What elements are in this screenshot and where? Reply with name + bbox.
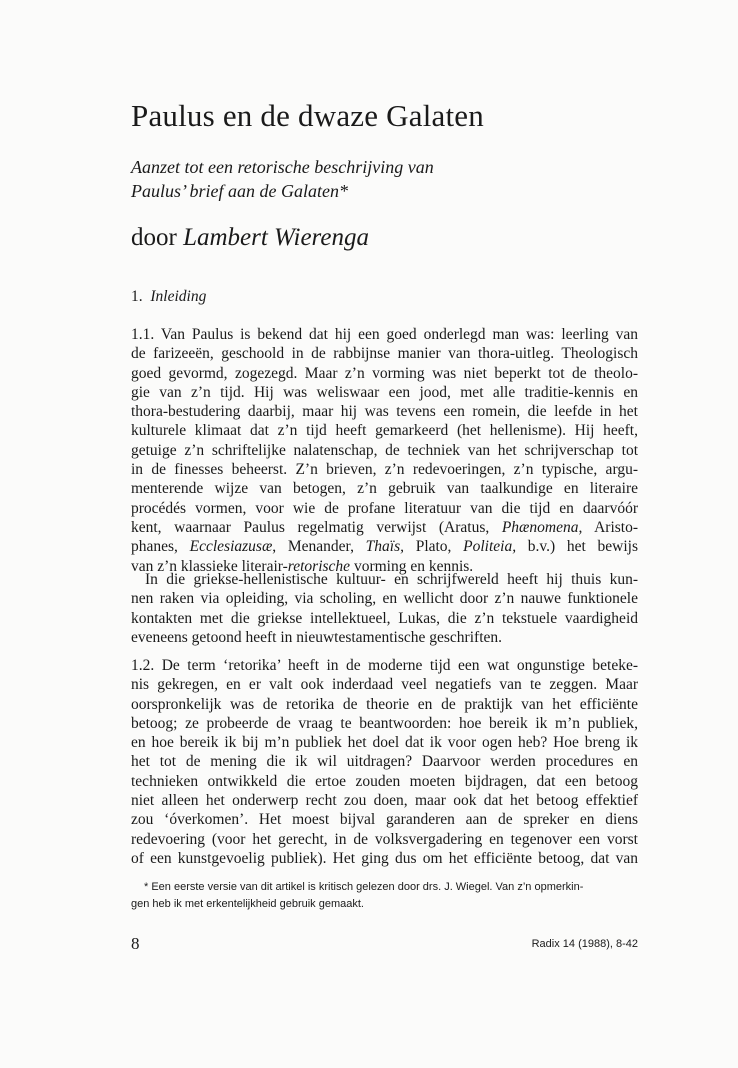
section-number: 1.: [131, 288, 143, 305]
text-line: 1.1. Van Paulus is bekend dat hij een goed onderlegd man was: leerling van: [131, 326, 638, 343]
text-line: kontakten met die griekse intellektueel, Lukas, die z’n tekstuele vaardigheid: [131, 609, 638, 627]
text-line: oorspronkelijk was de retorika de theorie en de praktijk van het efficiënte: [131, 695, 638, 713]
text-line: In die griekse-hellenistische kultuur- en schrijfwereld heeft hij thuis kun-: [145, 571, 638, 588]
footnote-line: * Een eerste versie van dit artikel is kritisch gelezen door drs. J. Wiegel. Van z’n opmerkin-: [144, 881, 584, 893]
text-line: menterende wijze van betogen, z’n gebruik van taalkundige en literaire: [131, 480, 638, 498]
text-line: [131, 518, 638, 537]
author-name: Lambert Wierenga: [183, 224, 369, 251]
subtitle-line-2: Paulus’ brief aan de Galaten*: [131, 181, 348, 201]
section-heading: [131, 288, 206, 306]
text-line: of een kunstgevoelig publiek). Het ging dus om het efficiënte betoog, dat van: [131, 849, 638, 867]
text-run: b.v.) het bewijs: [516, 538, 639, 556]
paragraph-1-1: [131, 325, 638, 576]
text-line: zou ‘óverkomen’. Het moest bijval garanderen aan de spreker en diens: [131, 811, 638, 829]
text-line: kulturele klimaat dat z’n tijd heeft gemarkeerd (het hellenisme). Hij heeft,: [131, 422, 638, 440]
article-title: Paulus en de dwaze Galaten: [131, 98, 484, 133]
italic-term: Politeia,: [463, 538, 517, 556]
footnote: [131, 879, 638, 913]
text-line: nis gekregen, en er valt ook inderdaad veel negatiefs van te zeggen. Maar: [131, 676, 638, 694]
text-run: Aristo-: [582, 518, 638, 536]
text-line: het tot de mening die ik wil uitdragen? Daarvoor werden procedures en: [131, 753, 638, 771]
italic-term: retorische: [287, 557, 351, 575]
text-line: [131, 537, 638, 556]
author-byline: [131, 224, 369, 252]
paragraph-1-1-continued: [131, 570, 638, 647]
text-line: goed gevormd, zogezegd. Maar z’n vorming was niet beperkt tot de theolo-: [131, 364, 638, 382]
subtitle-line-1: Aanzet tot een retorische beschrijving van: [131, 157, 434, 177]
text-line: nen raken via opleiding, via scholing, en wellicht door z’n nauwe funktionele: [131, 590, 638, 608]
text-line: getuige z’n schriftelijke nalatenschap, de techniek van het schrijverschap tot: [131, 441, 638, 459]
text-line: technieken ontwikkeld die ertoe zouden moeten bijdragen, dat een betoog: [131, 772, 638, 790]
italic-term: Ecclesiazusæ: [189, 538, 273, 556]
text-line: betoog; ze probeerde de vraag te beantwoorden: hoe bereik ik m’n publiek,: [131, 714, 638, 732]
text-run: van z’n klassieke literair-: [131, 557, 288, 575]
italic-term: Thaïs,: [365, 538, 404, 556]
text-line: gie van z’n tijd. Hij was weliswaar een jood, met alle traditie-kennis en: [131, 383, 638, 401]
article-subtitle: [131, 155, 551, 203]
page-number: 8: [131, 934, 140, 953]
text-run: phanes,: [131, 538, 190, 556]
text-line: in de finesses beheerst. Z’n brieven, z’n redevoeringen, z’n typische, argu-: [131, 461, 638, 479]
text-run: vorming en kennis.: [350, 557, 474, 575]
text-line: en hoe bereik ik bij m’n publiek het doel dat ik voor ogen heb? Hoe breng ik: [131, 734, 638, 752]
text-line: thora-bestudering daarbij, maar hij was tevens een romein, die leefde in het: [131, 403, 638, 421]
text-line: de farizeeën, geschoold in de rabbijnse manier van thora-uitleg. Theologisch: [131, 345, 638, 363]
text-line: 1.2. De term ‘retorika’ heeft in de moderne tijd een wat ongunstige beteke-: [131, 657, 638, 674]
footnote-line: gen heb ik met erkentelijkheid gebruik gemaakt.: [131, 898, 364, 910]
author-prefix: door: [131, 224, 177, 251]
text-line: eveneens getoond heeft in nieuwtestamentische geschriften.: [131, 628, 503, 646]
italic-term: Phænomena,: [501, 518, 583, 536]
text-line: procédés vormen, voor wie de profane literatuur van die tijd en daarvóór: [131, 499, 638, 517]
paragraph-1-2: [131, 656, 638, 868]
text-line: niet alleen het onderwerp recht zou doen, maar ook dat het betoog effektief: [131, 792, 638, 810]
text-run: , Menander,: [272, 538, 366, 556]
section-title: Inleiding: [150, 288, 207, 305]
text-run: Plato,: [404, 538, 464, 556]
text-run: kent, waarnaar Paulus regelmatig verwijst (Aratus,: [131, 518, 502, 536]
journal-citation: Radix 14 (1988), 8-42: [531, 938, 638, 950]
text-line: redevoering (voor het gerecht, in de volksvergadering en tegenover een vorst: [131, 830, 638, 848]
